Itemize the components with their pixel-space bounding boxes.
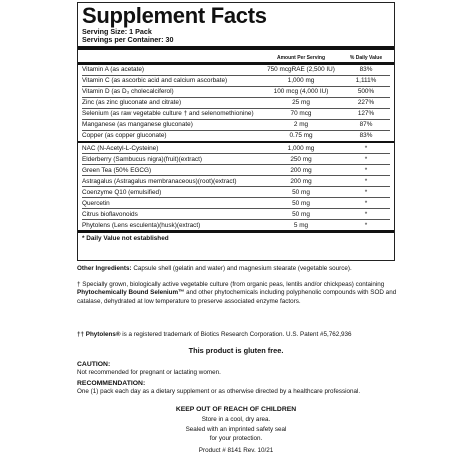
table-header	[82, 50, 390, 62]
nutrient-dv: *	[364, 221, 368, 229]
nutrient-row	[82, 75, 390, 86]
recommendation-label: RECOMMENDATION:	[77, 380, 146, 387]
nutrient-group-other	[82, 143, 390, 230]
storage-line-3: for your protection.	[209, 435, 263, 443]
nutrient-dv: 83%	[359, 132, 373, 140]
nutrient-amount: 5 mg	[293, 221, 309, 229]
other-ingredients	[77, 265, 407, 273]
nutrient-amount: 100 mcg (4,000 IU)	[273, 88, 329, 96]
trademark-text: is a registered trademark of Biotics Research Corporation. U.S. Patent #5,762,936	[120, 331, 352, 338]
caution	[77, 361, 407, 378]
caution-label: CAUTION:	[77, 361, 111, 368]
nutrient-dv: *	[364, 144, 368, 152]
nutrient-amount: 50 mg	[292, 199, 310, 207]
dagger-note-bold: Phytochemically Bound Selenium™	[77, 289, 185, 297]
nutrient-name: Vitamin C (as ascorbic acid and calcium ascorbate)	[82, 77, 228, 85]
dagger-note-post: and other phytochemicals including polyphenolic compounds with SOD and catalase, dehydrated at low temperature to preserve associated enzyme factors.	[77, 289, 397, 305]
nutrient-amount: 1,000 mg	[287, 77, 315, 85]
product-number: Product # 8141 Rev. 10/21	[198, 447, 274, 455]
serving-size: Serving Size: 1 Pack	[82, 27, 152, 36]
nutrient-name: Elderberry (Sambucus nigra)(fruit)(extract)	[82, 155, 203, 163]
nutrient-amount: 0.75 mg	[289, 132, 313, 140]
nutrient-name: Phytolens (Lens esculenta)(husk)(extract)	[82, 221, 201, 229]
supplement-facts-panel	[77, 2, 395, 261]
bottom-divider	[78, 230, 394, 233]
nutrient-row	[82, 130, 390, 141]
recommendation	[77, 380, 407, 397]
storage-line-1: Store in a cool, dry area.	[201, 415, 271, 423]
gluten-free: This product is gluten free.	[188, 346, 284, 355]
nutrient-name: Manganese (as manganese gluconate)	[82, 121, 193, 129]
nutrient-amount: 200 mg	[290, 166, 312, 174]
nutrient-dv: 500%	[357, 88, 375, 96]
nutrient-amount: 200 mg	[290, 177, 312, 185]
nutrient-dv: 87%	[359, 121, 373, 129]
nutrient-name: Vitamin D (as D₃ cholecalciferol)	[82, 88, 174, 96]
nutrient-amount: 25 mg	[292, 99, 310, 107]
nutrient-row	[82, 108, 390, 119]
trademark-note	[77, 331, 407, 339]
nutrient-dv: 227%	[357, 99, 375, 107]
daily-value-footnote: * Daily Value not established	[82, 234, 169, 242]
nutrient-dv: 83%	[359, 66, 373, 74]
nutrient-amount: 1,000 mg	[287, 144, 315, 152]
nutrient-dv: *	[364, 210, 368, 218]
nutrient-row	[82, 97, 390, 108]
nutrient-amount: 50 mg	[292, 210, 310, 218]
nutrient-row	[82, 219, 390, 230]
storage-line-2: Sealed with an imprinted safety seal	[185, 425, 287, 433]
nutrient-row	[82, 208, 390, 219]
nutrient-name: Quercetin	[82, 199, 110, 207]
trademark-bold: †† Phytolens®	[77, 331, 121, 338]
nutrient-dv: *	[364, 177, 368, 185]
nutrient-name: NAC (N-Acetyl-L-Cysteine)	[82, 144, 159, 152]
nutrient-row	[82, 65, 390, 75]
ingredients-text: Capsule shell (gelatin and water) and magnesium stearate (vegetable source).	[131, 265, 352, 272]
dagger-note	[77, 281, 407, 306]
nutrient-dv: 127%	[357, 110, 375, 118]
nutrient-dv: 1,111%	[355, 77, 377, 85]
dv-header: % Daily Value	[349, 54, 383, 61]
nutrient-amount: 50 mg	[292, 188, 310, 196]
nutrient-name: Citrus bioflavonoids	[82, 210, 138, 218]
nutrient-amount: 250 mg	[290, 155, 312, 163]
nutrient-row	[82, 186, 390, 197]
nutrient-group-vitamins-minerals	[82, 65, 390, 141]
ingredients-label: Other Ingredients:	[77, 265, 132, 272]
facts-title: Supplement Facts	[82, 3, 267, 28]
nutrient-row	[82, 175, 390, 186]
storage-block	[77, 405, 395, 456]
nutrient-amount: 70 mcg	[290, 110, 312, 118]
nutrient-row	[82, 153, 390, 164]
nutrient-dv: *	[364, 166, 368, 174]
nutrient-name: Selenium (as raw vegetable culture † and selenomethionine)	[82, 110, 254, 118]
nutrient-amount: 750 mcgRAE (2,500 IU)	[267, 66, 335, 74]
caution-text: Not recommended for pregnant or lactating women.	[77, 369, 221, 377]
amount-header: Amount Per Serving	[276, 54, 326, 61]
nutrient-amount: 2 mg	[293, 121, 309, 129]
nutrient-dv: *	[364, 155, 368, 163]
nutrient-dv: *	[364, 188, 368, 196]
recommendation-text: One (1) pack each day as a dietary supplement or as otherwise directed by a healthcare professional.	[77, 388, 361, 396]
dagger-note-pre: † Specially grown, biologically active vegetable culture (from organic peas, lentils and/or chickpeas) containing	[77, 281, 385, 288]
nutrient-row	[82, 86, 390, 97]
nutrient-row	[82, 143, 390, 153]
servings-per-container: Servings per Container: 30	[82, 35, 174, 45]
nutrient-row	[82, 164, 390, 175]
nutrient-name: Astragalus (Astragalus membranaceous)(root)(extract)	[82, 177, 237, 185]
nutrient-dv: *	[364, 199, 368, 207]
nutrient-row	[82, 197, 390, 208]
storage-heading: KEEP OUT OF REACH OF CHILDREN	[175, 406, 297, 413]
nutrient-name: Vitamin A (as acetate)	[82, 66, 145, 74]
nutrient-name: Zinc (as zinc gluconate and citrate)	[82, 99, 182, 107]
nutrient-name: Copper (as copper gluconate)	[82, 132, 167, 140]
nutrient-name: Green Tea (50% EGCG)	[82, 166, 152, 174]
nutrient-row	[82, 119, 390, 130]
nutrient-name: Coenzyme Q10 (emulsified)	[82, 188, 162, 196]
